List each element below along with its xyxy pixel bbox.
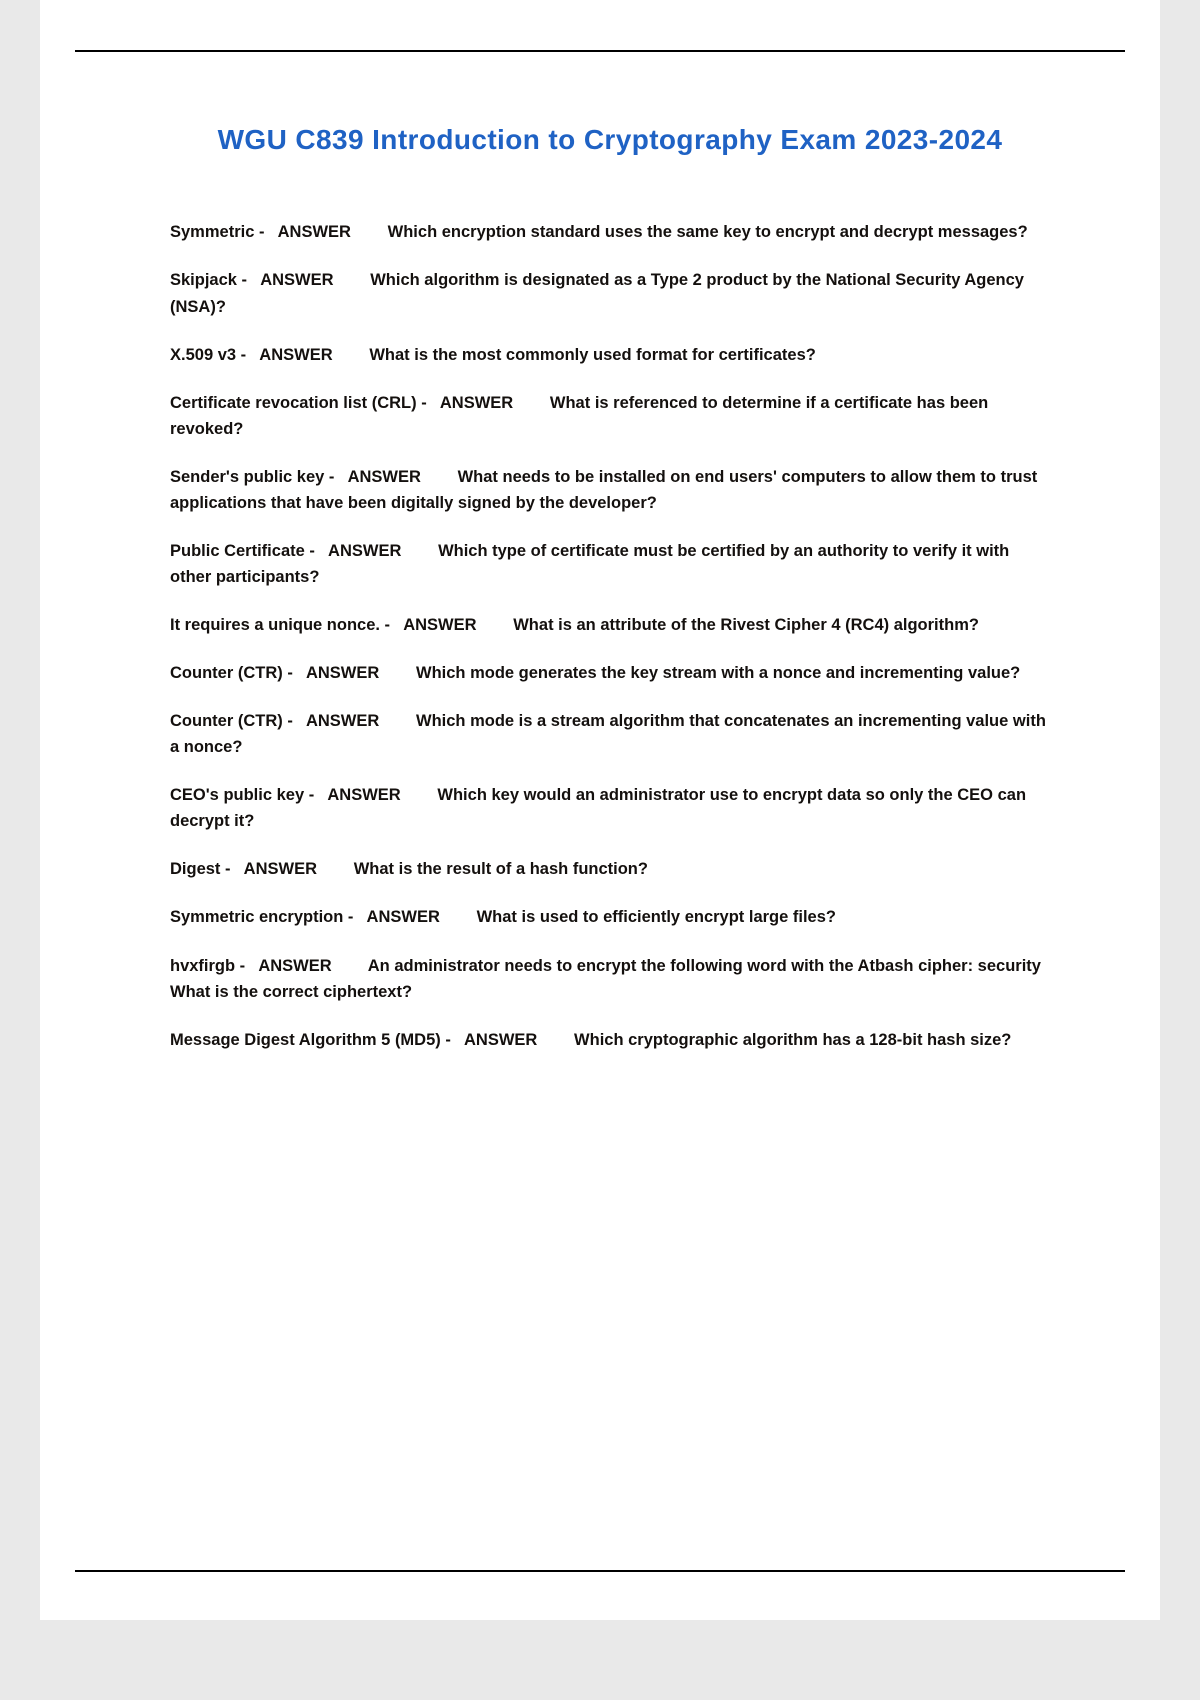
qa-answer: X.509 v3	[170, 345, 237, 364]
qa-answer-tag: ANSWER	[403, 616, 477, 635]
qa-answer: Public Certificate	[170, 541, 305, 560]
qa-item	[170, 464, 1050, 516]
qa-answer-tag: ANSWER	[347, 467, 421, 486]
qa-item	[170, 708, 1050, 760]
qa-question: What needs to be installed on end users' computers to allow them to trust applications that have been digitally signed by the developer?	[170, 467, 1038, 512]
qa-answer: Skipjack	[170, 271, 237, 290]
qa-gap	[537, 1031, 574, 1049]
qa-separator: -	[254, 223, 278, 242]
qa-item	[170, 342, 1050, 368]
qa-gap	[513, 394, 550, 412]
qa-gap	[401, 542, 438, 560]
qa-separator: -	[304, 541, 329, 560]
qa-question: What is the most commonly used format for certificates?	[369, 345, 816, 364]
qa-gap	[351, 223, 388, 241]
qa-answer-tag: ANSWER	[439, 393, 514, 412]
qa-gap	[477, 616, 514, 634]
qa-answer: Digest	[170, 860, 221, 879]
qa-gap	[317, 860, 354, 878]
qa-answer: Symmetric encryption	[170, 908, 344, 927]
qa-question: Which algorithm is designated as a Type 2 product by the National Security Agency (NSA)?	[170, 271, 1024, 316]
qa-question: An administrator needs to encrypt the following word with the Atbash cipher: security What is the correct ciphertext?	[170, 956, 1041, 1001]
qa-question: What is referenced to determine if a certificate has been revoked?	[170, 393, 989, 438]
qa-answer: Message Digest Algorithm 5 (MD5)	[170, 1030, 441, 1049]
qa-answer-tag: ANSWER	[305, 664, 380, 683]
qa-item	[170, 538, 1050, 590]
qa-separator: -	[236, 271, 261, 290]
qa-answer: Counter (CTR)	[170, 712, 283, 731]
qa-answer: Sender's public key	[170, 467, 325, 486]
qa-answer-tag: ANSWER	[327, 786, 401, 805]
qa-item	[170, 1027, 1050, 1053]
qa-gap	[379, 712, 416, 730]
qa-gap	[332, 957, 368, 975]
qa-separator: -	[343, 908, 367, 927]
qa-separator: -	[282, 712, 306, 731]
qa-item	[170, 390, 1050, 442]
qa-answer-tag: ANSWER	[260, 271, 334, 290]
qa-question: Which key would an administrator use to encrypt data so only the CEO can decrypt it?	[170, 786, 1027, 831]
qa-answer-tag: ANSWER	[328, 541, 402, 560]
qa-separator: -	[282, 664, 306, 683]
qa-question: Which cryptographic algorithm has a 128-bit hash size?	[574, 1030, 1012, 1049]
qa-answer: Certificate revocation list (CRL)	[170, 393, 417, 412]
qa-gap	[401, 786, 438, 804]
document-page	[40, 0, 1160, 1620]
qa-gap	[421, 468, 458, 486]
qa-separator: -	[379, 616, 404, 635]
qa-gap	[379, 664, 416, 682]
bottom-divider	[75, 1570, 1125, 1572]
qa-separator: -	[324, 467, 348, 486]
qa-separator: -	[235, 956, 259, 975]
qa-answer-tag: ANSWER	[366, 908, 440, 927]
qa-question: What is the result of a hash function?	[353, 860, 648, 879]
qa-answer-tag: ANSWER	[243, 860, 318, 879]
qa-answer: hvxfirgb	[170, 956, 236, 975]
qa-question: Which encryption standard uses the same key to encrypt and decrypt messages?	[387, 223, 1028, 242]
qa-question: Which type of certificate must be certified by an authority to verify it with other participants?	[170, 541, 1010, 586]
qa-question: Which mode is a stream algorithm that concatenates an incrementing value with a nonce?	[170, 712, 1046, 757]
document-content	[170, 118, 1050, 1075]
qa-answer-tag: ANSWER	[259, 345, 333, 364]
qa-item	[170, 219, 1050, 245]
qa-answer: It requires a unique nonce.	[170, 616, 380, 635]
qa-gap	[333, 346, 370, 364]
qa-question: What is an attribute of the Rivest Cipher 4 (RC4) algorithm?	[513, 616, 979, 635]
page-title: WGU C839 Introduction to Cryptography Exam 2023-2024	[217, 124, 1003, 155]
qa-answer: Counter (CTR)	[170, 664, 283, 683]
qa-question: What is used to efficiently encrypt large files?	[476, 908, 836, 927]
qa-item	[170, 660, 1050, 686]
qa-separator: -	[220, 860, 244, 879]
qa-answer: Symmetric	[170, 223, 255, 242]
qa-separator: -	[236, 345, 260, 364]
qa-item	[170, 782, 1050, 834]
qa-answer-tag: ANSWER	[464, 1030, 538, 1049]
qa-gap	[334, 271, 371, 289]
qa-answer-tag: ANSWER	[258, 956, 332, 975]
qa-item	[170, 904, 1050, 930]
qa-gap	[440, 908, 477, 926]
qa-item	[170, 267, 1050, 319]
qa-item	[170, 856, 1050, 882]
qa-question: Which mode generates the key stream with a nonce and incrementing value?	[416, 664, 1021, 683]
qa-answer-tag: ANSWER	[277, 223, 351, 242]
top-divider	[75, 50, 1125, 52]
qa-separator: -	[416, 393, 440, 412]
qa-answer: CEO's public key	[170, 786, 305, 805]
qa-separator: -	[304, 786, 328, 805]
qa-separator: -	[440, 1030, 465, 1049]
qa-item	[170, 612, 1050, 638]
qa-answer-tag: ANSWER	[305, 712, 380, 731]
qa-list	[170, 219, 1050, 1052]
qa-item	[170, 953, 1050, 1005]
